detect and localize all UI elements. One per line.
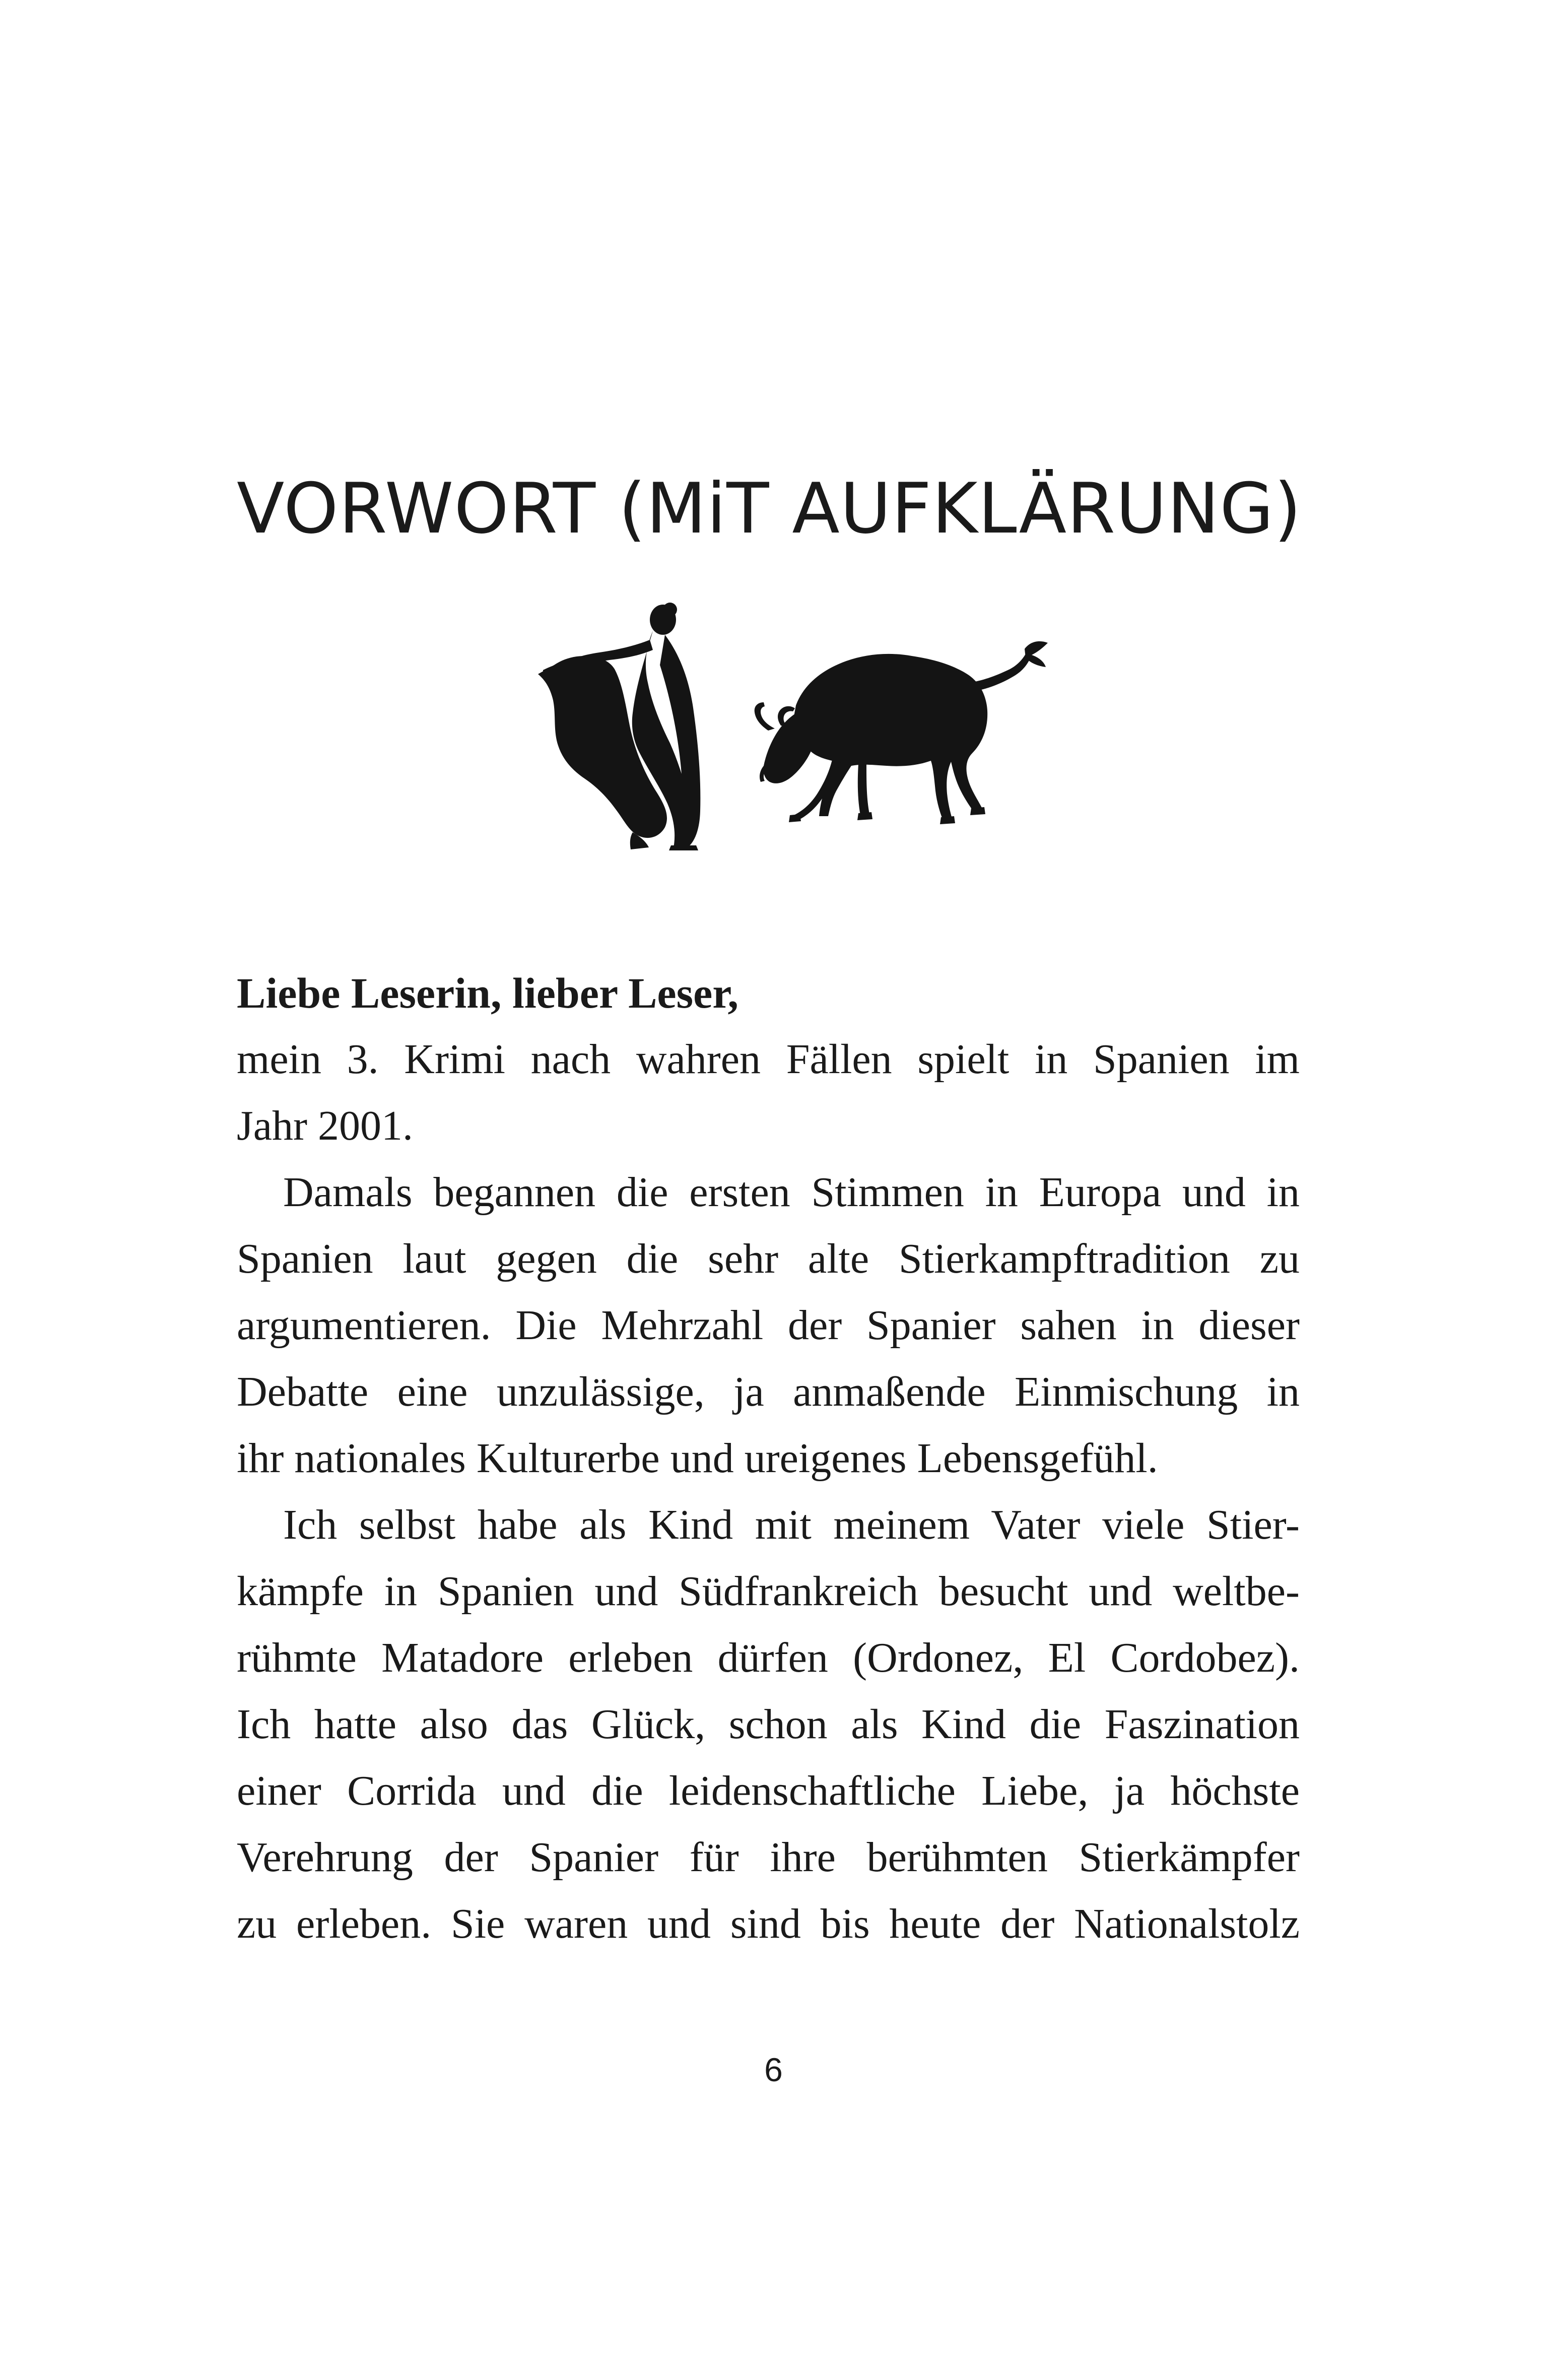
paragraph-3 [237,1492,1300,1957]
paragraph-line: Damals begannen die ersten Stimmen in Europa und in [283,1169,1300,1216]
paragraph-line: Spanien laut gegen die sehr alte Stierkampftradition zu [237,1235,1300,1282]
salutation: Liebe Leserin, lieber Leser, [237,969,739,1017]
page-number: 6 [764,2051,783,2088]
matador-silhouette-icon [538,603,700,850]
paragraph-line: Ich hatte also das Glück, schon als Kind die Faszination [237,1701,1300,1748]
paragraph-line: argumentieren. Die Mehrzahl der Spanier sahen in dieser [237,1302,1300,1349]
paragraph-line: Ich selbst habe als Kind mit meinem Vater viele Stier- [283,1501,1300,1548]
paragraph-line: Debatte eine unzulässige, ja anmaßende Einmischung in [237,1368,1300,1415]
paragraph-1 [237,1026,1300,1159]
bullfight-vignette [514,600,1063,851]
paragraph-line: einer Corrida und die leidenschaftliche Liebe, ja höchste [237,1767,1300,1814]
paragraph-line: mein 3. Krimi nach wahren Fällen spielt in Spanien im [237,1036,1300,1083]
paragraph-line: Verehrung der Spanier für ihre berühmten Stierkämpfer [237,1834,1300,1881]
paragraph-2 [237,1159,1300,1492]
bull-silhouette-icon [755,641,1048,824]
paragraph-line: rühmte Matadore erleben dürfen (Ordonez, El Cordobez). [237,1634,1300,1681]
paragraph-line: kämpfe in Spanien und Südfrankreich besucht und weltbe- [237,1568,1300,1615]
foreword-text [237,960,1300,1957]
chapter-title: VORWORT (MiT AUFKLÄRUNG) [237,468,1302,549]
paragraph-line: Jahr 2001. [237,1102,413,1149]
paragraph-line: ihr nationales Kulturerbe und ureigenes Lebensgefühl. [237,1435,1158,1482]
paragraph-line: zu erleben. Sie waren und sind bis heute der Nationalstolz [237,1900,1300,1947]
